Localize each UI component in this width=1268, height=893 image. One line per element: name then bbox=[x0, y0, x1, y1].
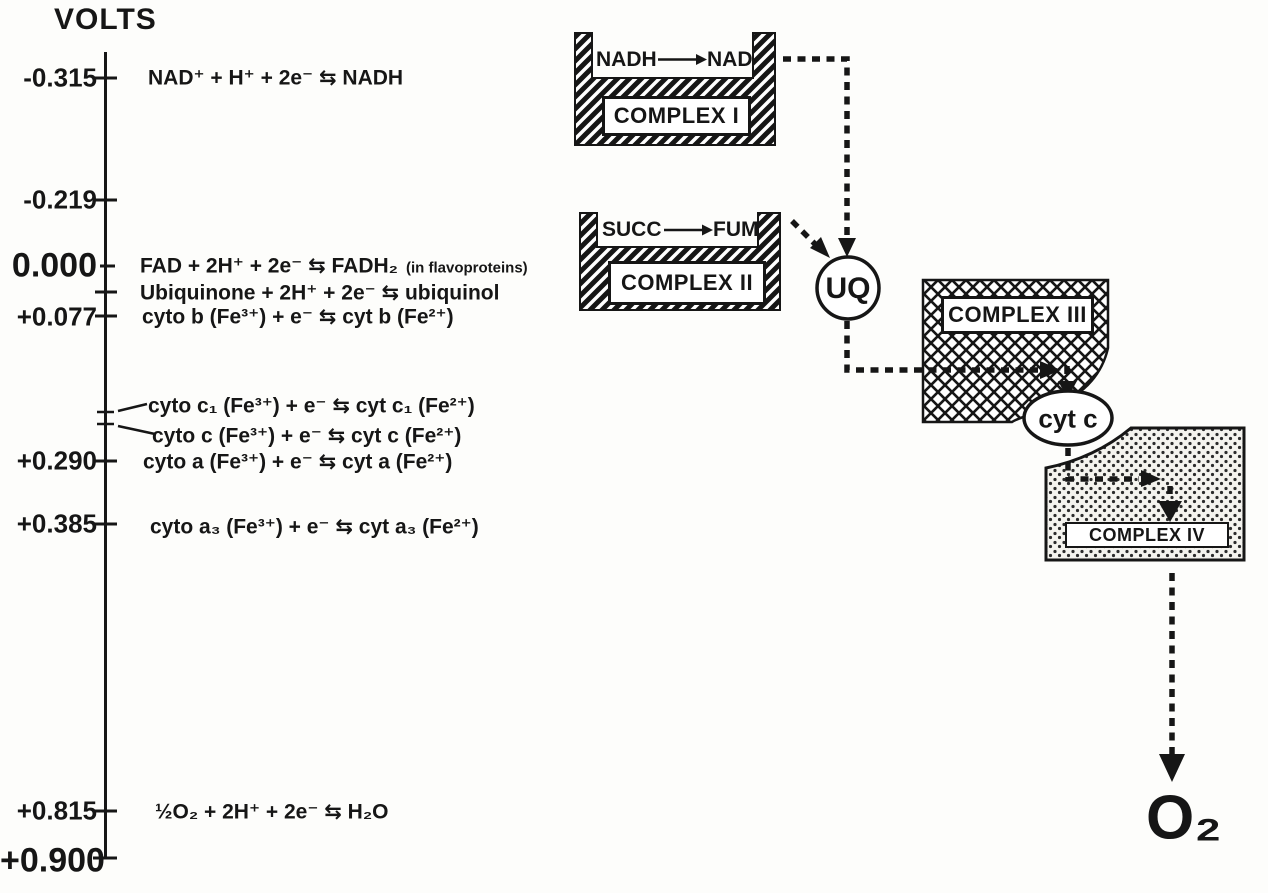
complex3-label: COMPLEX III bbox=[941, 296, 1094, 334]
cytc-carrier-label: cyt c bbox=[1038, 403, 1098, 434]
complex2-substrate: SUCC bbox=[602, 218, 662, 241]
reaction-nad-text: NAD⁺ + H⁺ + 2e⁻ ⇆ NADH bbox=[148, 66, 404, 90]
o2-final-acceptor: O₂ bbox=[1146, 783, 1222, 853]
arrow-complex1-to-uq bbox=[783, 59, 847, 235]
arrowhead-uq-top bbox=[838, 238, 856, 257]
complex4-label: COMPLEX IV bbox=[1065, 522, 1229, 548]
reaction-fad-text: FAD + 2H⁺ + 2e⁻ ⇆ FADH₂ bbox=[140, 254, 398, 278]
nadh-to-nad-arrow bbox=[658, 54, 707, 65]
complex2-label: COMPLEX II bbox=[608, 261, 766, 305]
tick-label-0077: +0.077 bbox=[16, 301, 97, 332]
arrow-complex2-to-uq bbox=[792, 221, 816, 245]
tick-label-0000: 0.000 bbox=[11, 246, 97, 285]
reaction-ubiquinone bbox=[140, 281, 499, 306]
complex1-product: NAD bbox=[707, 48, 753, 71]
reaction-cytc bbox=[152, 424, 461, 449]
reaction-cyta3-text: cyto a₃ (Fe³⁺) + e⁻ ⇆ cyt a₃ (Fe²⁺) bbox=[150, 515, 479, 539]
arrowhead-o2 bbox=[1159, 754, 1185, 782]
reaction-cyta-text: cyto a (Fe³⁺) + e⁻ ⇆ cyt a (Fe²⁺) bbox=[143, 450, 453, 474]
reaction-cytb bbox=[142, 305, 454, 330]
reaction-o2-text: ½O₂ + 2H⁺ + 2e⁻ ⇆ H₂O bbox=[155, 800, 389, 824]
reaction-cytb-text: cyto b (Fe³⁺) + e⁻ ⇆ cyt b (Fe²⁺) bbox=[142, 305, 454, 329]
tick-label-0815: +0.815 bbox=[16, 795, 97, 826]
reaction-cytc1 bbox=[148, 394, 475, 419]
tick-label-0385: +0.385 bbox=[16, 508, 97, 539]
reaction-fad-note: (in flavoproteins) bbox=[406, 259, 528, 277]
complex2-product: FUM bbox=[713, 218, 759, 241]
uq-carrier-label: UQ bbox=[825, 272, 871, 305]
tick-label-0219: -0.219 bbox=[23, 184, 97, 215]
axis-title: VOLTS bbox=[54, 3, 157, 36]
reaction-cytc-text: cyto c (Fe³⁺) + e⁻ ⇆ cyt c (Fe²⁺) bbox=[152, 424, 462, 448]
tick-label-0900: +0.900 bbox=[0, 841, 105, 880]
reaction-cyta bbox=[143, 450, 452, 475]
reaction-cytc1-text: cyto c₁ (Fe³⁺) + e⁻ ⇆ cyt c₁ (Fe²⁺) bbox=[148, 394, 475, 418]
reaction-fad bbox=[140, 254, 528, 279]
complex1-substrate: NADH bbox=[596, 48, 657, 71]
reaction-ubiquinone-text: Ubiquinone + 2H⁺ + 2e⁻ ⇆ ubiquinol bbox=[140, 281, 500, 305]
reaction-nad bbox=[148, 66, 403, 91]
tick-label-0315: -0.315 bbox=[23, 62, 97, 93]
reaction-o2 bbox=[155, 800, 389, 825]
succ-to-fum-arrow bbox=[664, 225, 713, 236]
arrowhead-uq-left bbox=[810, 237, 830, 258]
reaction-cyta3 bbox=[150, 515, 479, 540]
tick-label-0290: +0.290 bbox=[16, 445, 97, 476]
complex1-label: COMPLEX I bbox=[602, 96, 751, 136]
